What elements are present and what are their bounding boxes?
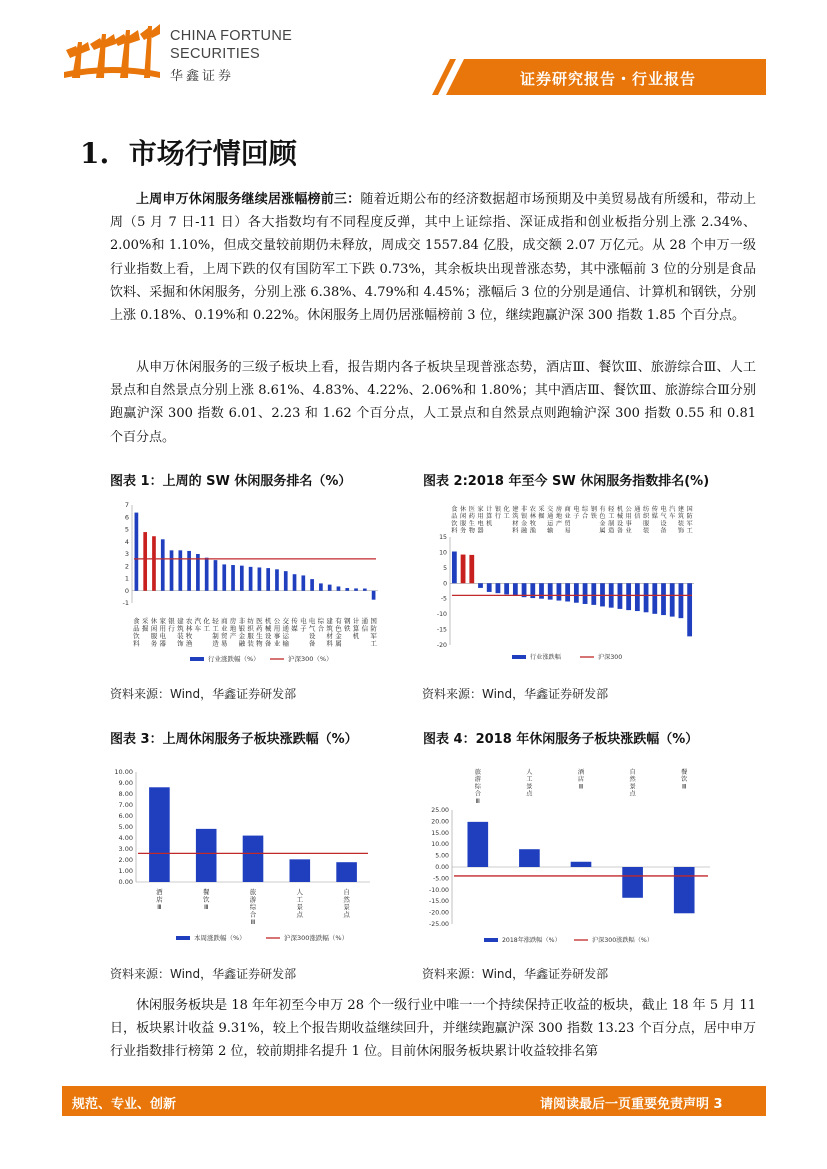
legend-label: 本周涨跌幅（%） — [194, 934, 246, 942]
x-tick-label: 汽车 — [669, 506, 676, 521]
paragraph-1 — [110, 188, 756, 327]
y-tick-label: 1 — [124, 574, 129, 583]
legend-label: 沪深300涨跌幅（%） — [592, 937, 654, 944]
x-tick-label: 综合 — [317, 617, 325, 633]
bar-机械设备 — [266, 568, 270, 591]
y-tick-label: 1.00 — [118, 867, 133, 875]
bar-通信 — [635, 583, 640, 611]
x-tick-label: 化工 — [203, 617, 210, 633]
bar-电子 — [574, 583, 579, 602]
bar-非银金融 — [240, 566, 244, 591]
company-name-en-2: SECURITIES — [170, 46, 261, 62]
bar-公用事业 — [275, 569, 279, 590]
x-tick-label: 旅游综合 Ⅲ — [474, 769, 481, 805]
legend-label: 沪深300 — [598, 654, 623, 661]
y-tick-label: 6.00 — [118, 812, 133, 820]
x-tick-label: 食品饮料 — [133, 617, 140, 648]
figure-2-source: 资料来源：Wind，华鑫证券研发部 — [422, 687, 609, 701]
x-tick-label: 传媒 — [291, 617, 298, 633]
x-tick-label: 餐饮 Ⅲ — [202, 888, 210, 911]
bar-自然景点 — [336, 862, 357, 882]
x-tick-label: 综合 — [581, 506, 589, 521]
x-tick-label: 房地产 — [229, 617, 237, 640]
legend-bar-swatch — [484, 938, 498, 942]
bar-轻工制造 — [214, 560, 218, 591]
y-tick-label: -5 — [440, 595, 447, 603]
bar-公用事业 — [626, 583, 631, 610]
x-tick-label: 人工景点 — [296, 888, 304, 919]
x-tick-label: 采掘 — [141, 617, 149, 633]
chart-fig1 — [110, 495, 385, 670]
y-tick-label: -20 — [436, 642, 447, 649]
x-tick-label: 休闲服务 — [459, 506, 467, 535]
x-tick-label: 计算机 — [486, 506, 493, 528]
bar-国防军工 — [687, 583, 692, 636]
bar-建筑装饰 — [679, 583, 684, 618]
y-tick-label: 2 — [124, 562, 129, 571]
x-tick-label: 电子 — [300, 617, 307, 633]
x-tick-label: 人工景点 — [526, 769, 533, 798]
x-tick-label: 农林牧渔 — [529, 506, 536, 535]
x-tick-label: 公用事业 — [273, 617, 281, 648]
bar-人工景点 — [290, 859, 311, 882]
bar-餐饮Ⅲ — [196, 829, 217, 882]
y-tick-label: -10 — [436, 611, 447, 619]
paragraph-1-lead: 上周申万休闲服务继续居涨幅榜前三： — [136, 192, 361, 207]
x-tick-label: 汽车 — [194, 617, 202, 633]
footer-slogan: 规范、专业、创新 — [72, 1097, 177, 1112]
x-tick-label: 酒店 Ⅲ — [156, 888, 163, 911]
bar-酒店Ⅲ — [149, 787, 170, 882]
bar-酒店Ⅲ — [571, 862, 592, 867]
y-tick-label: 5.00 — [118, 823, 133, 831]
x-tick-label: 钢铁 — [344, 617, 351, 633]
paragraph-1-body: 随着近期公布的经济数据超市场预期及中美贸易战有所缓和，带动上周（5 月 7 日-11 日）各大指数均有不同程度反弹，其中上证综指、深证成指和创业板指分别上涨 2.34%、2.00%和 1.10%，但成交量较前期仍未释放，周成交 1557.84 亿股，成交额 2.07 万亿元。从 28 个申万一级行业指数上看，上周下跌的仅有国防军工下跌 0.73%，其余板块出现普涨态势，其中涨幅前 3 位的分别是食品饮料、采掘和休闲服务，分别上涨 6.38%、4.79%和 4.45%；涨幅后 3 位的分别是通信、计算机和钢铁，分别上涨 0.18%、0.19%和 0.22%。休闲服务上周仍居涨幅榜前 3 位，继续跑赢沪深 300 指数 1.85 个百分点。 — [110, 192, 756, 324]
x-tick-label: 采掘 — [538, 506, 545, 521]
x-tick-label: 旅游综合 Ⅲ — [249, 888, 257, 926]
bar-医药生物 — [258, 567, 262, 590]
x-tick-label: 交通运输 — [547, 506, 554, 535]
bar-银行 — [496, 583, 501, 593]
x-tick-label: 建筑材料 — [512, 506, 519, 535]
bar-交通运输 — [284, 571, 288, 591]
y-tick-label: 6 — [124, 513, 129, 522]
bar-旅游综合Ⅲ — [243, 836, 264, 882]
x-tick-label: 家用电器 — [159, 617, 166, 648]
y-tick-label: 3 — [124, 550, 129, 558]
bar-综合 — [583, 583, 588, 604]
y-tick-label: 5 — [124, 525, 129, 534]
legend-label: 2018年涨跌幅（%） — [502, 937, 561, 944]
y-tick-label: 0 — [124, 586, 129, 595]
x-tick-label: 有色金属 — [335, 617, 342, 648]
legend-label: 沪深300涨跌幅（%） — [284, 934, 349, 942]
x-tick-label: 国防军工 — [686, 506, 693, 535]
figure-2-caption: 图表 2:2018 年至今 SW 休闲服务指数排名(%) — [423, 474, 710, 489]
y-tick-label: 3.00 — [118, 845, 133, 853]
y-tick-label: -20.00 — [429, 909, 449, 917]
bar-建筑装饰 — [178, 550, 182, 590]
y-tick-label: 5 — [443, 564, 447, 572]
legend-label: 沪深300（%） — [288, 655, 333, 663]
x-tick-label: 建筑材料 — [326, 617, 333, 648]
x-tick-label: 机械设备 — [616, 506, 624, 535]
figure-3-source: 资料来源：Wind，华鑫证券研发部 — [110, 967, 297, 981]
bar-纺织服装 — [249, 567, 253, 591]
bar-国防军工 — [372, 591, 376, 600]
chart-fig3 — [110, 762, 390, 947]
y-tick-label: 10.00 — [431, 841, 449, 849]
x-tick-label: 交通运输 — [282, 617, 289, 648]
section-title: 1. 市场行情回顾 — [80, 137, 297, 170]
y-tick-label: 4 — [124, 537, 129, 546]
bar-纺织服装 — [644, 583, 649, 612]
legend-bar-swatch — [176, 936, 190, 940]
x-tick-label: 酒店 Ⅲ — [577, 769, 585, 791]
y-tick-label: 4.00 — [118, 834, 133, 842]
bar-建筑材料 — [513, 583, 518, 595]
x-tick-label: 纺织服装 — [247, 617, 254, 648]
x-tick-label: 商业贸易 — [221, 617, 228, 648]
x-tick-label: 非银金融 — [520, 506, 528, 535]
figure-1-source: 资料来源：Wind，华鑫证券研发部 — [110, 687, 297, 701]
x-tick-label: 电气设备 — [308, 617, 316, 648]
bar-人工景点 — [519, 849, 540, 867]
x-tick-label: 传媒 — [651, 506, 658, 521]
bar-医药生物 — [469, 555, 474, 583]
y-tick-label: -5.00 — [432, 875, 449, 883]
legend-label: 行业涨跌幅 — [530, 654, 561, 661]
bar-通信 — [363, 589, 367, 591]
bar-化工 — [205, 558, 209, 591]
bar-钢铁 — [591, 583, 596, 605]
bar-休闲服务 — [152, 536, 156, 591]
x-tick-label: 公用事业 — [625, 506, 632, 535]
y-tick-label: 10 — [439, 549, 447, 557]
company-name-cn: 华鑫证券 — [170, 69, 235, 84]
y-tick-label: 15 — [439, 534, 447, 541]
x-tick-label: 医药生物 — [256, 617, 263, 648]
x-tick-label: 建筑装饰 — [177, 617, 184, 648]
x-tick-label: 机械设备 — [264, 617, 272, 648]
bar-电气设备 — [661, 583, 666, 615]
logo-mark-icon — [62, 20, 162, 88]
x-tick-label: 钢铁 — [590, 506, 597, 521]
figure-4-caption: 图表 4：2018 年休闲服务子板块涨跌幅（%） — [423, 732, 699, 747]
y-tick-label: 25.00 — [431, 807, 449, 814]
figure-3-caption: 图表 3：上周休闲服务子板块涨跌幅（%） — [110, 732, 358, 747]
x-tick-label: 食品饮料 — [451, 506, 458, 535]
bar-自然景点 — [622, 867, 643, 898]
paragraph-2: 从申万休闲服务的三级子板块上看，报告期内各子板块呈现普涨态势，酒店Ⅲ、餐饮Ⅲ、旅游综合Ⅲ、人工景点和自然景点分别上涨 8.61%、4.83%、4.22%、2.06%和 1.80%；其中酒店Ⅲ、餐饮Ⅲ、旅游综合Ⅲ分别跑赢沪深 300 指数 6.01、2.23 和 1.62 个百分点，人工景点和自然景点则跑输沪深 300 指数 0.55 和 0.81 个百分点。 — [110, 360, 756, 445]
footer-disclaimer: 请阅读最后一页重要免责声明 3 — [540, 1097, 723, 1112]
y-tick-label: -25.00 — [429, 921, 449, 928]
y-tick-label: 8.00 — [118, 790, 133, 798]
bar-电子 — [301, 575, 305, 590]
bar-食品饮料 — [135, 513, 139, 591]
bar-旅游综合Ⅲ — [467, 822, 488, 867]
legend-bar-swatch — [512, 655, 526, 659]
bar-计算机 — [354, 588, 358, 590]
x-tick-label: 商业贸易 — [564, 506, 571, 535]
figure-4-source: 资料来源：Wind，华鑫证券研发部 — [422, 967, 609, 981]
bar-计算机 — [487, 583, 492, 592]
x-tick-label: 非银金融 — [238, 617, 246, 648]
y-tick-label: 2.00 — [118, 856, 133, 864]
x-tick-label: 家用电器 — [477, 506, 484, 535]
x-tick-label: 电气设备 — [660, 506, 667, 535]
bar-房地产 — [557, 583, 562, 600]
bar-建筑材料 — [328, 585, 332, 591]
x-tick-label: 轻工制造 — [212, 617, 219, 648]
bar-食品饮料 — [452, 552, 457, 584]
bar-传媒 — [652, 583, 657, 614]
bar-综合 — [319, 583, 323, 590]
company-name-en-1: CHINA FORTUNE — [170, 28, 293, 44]
bar-交通运输 — [548, 583, 553, 599]
bar-传媒 — [293, 574, 297, 591]
x-tick-label: 国防军工 — [370, 617, 377, 648]
x-tick-label: 自然景点 — [343, 888, 350, 919]
y-tick-label: 5.00 — [435, 852, 449, 860]
chart-fig4 — [420, 762, 710, 947]
y-tick-label: 20.00 — [431, 818, 449, 826]
y-tick-label: 15.00 — [431, 829, 449, 837]
x-tick-label: 自然景点 — [629, 769, 636, 798]
bar-机械设备 — [618, 583, 623, 609]
bar-化工 — [504, 583, 509, 594]
x-tick-label: 银行 — [494, 506, 502, 521]
bar-采掘 — [539, 583, 544, 598]
bar-银行 — [170, 550, 174, 590]
y-tick-label: -15 — [436, 626, 447, 634]
company-logo — [62, 20, 162, 88]
y-tick-label: 7.00 — [118, 801, 133, 809]
bar-采掘 — [143, 532, 147, 591]
bar-钢铁 — [345, 588, 349, 591]
x-tick-label: 通信 — [634, 506, 641, 521]
x-tick-label: 化工 — [503, 506, 510, 521]
bar-商业贸易 — [222, 564, 226, 590]
x-tick-label: 建筑装饰 — [677, 506, 685, 535]
x-tick-label: 有色金属 — [599, 506, 606, 535]
y-tick-label: 0 — [443, 580, 447, 588]
y-tick-label: 0.00 — [435, 864, 449, 871]
bar-家用电器 — [478, 583, 483, 588]
x-tick-label: 通信 — [361, 617, 369, 633]
x-tick-label: 银行 — [168, 617, 175, 633]
y-tick-label: 10.00 — [114, 768, 133, 776]
y-tick-label: 0.00 — [118, 878, 133, 886]
x-tick-label: 房地产 — [555, 506, 563, 528]
bar-有色金属 — [337, 586, 341, 590]
bar-家用电器 — [161, 539, 165, 590]
bar-电气设备 — [310, 579, 314, 591]
bar-房地产 — [231, 565, 235, 591]
bar-商业贸易 — [565, 583, 570, 601]
x-tick-label: 医药生物 — [468, 506, 475, 535]
bar-餐饮Ⅲ — [674, 867, 695, 913]
x-tick-label: 轻工制造 — [608, 506, 615, 535]
y-tick-label: 7 — [124, 501, 129, 509]
figure-1-caption: 图表 1：上周的 SW 休闲服务排名（%） — [110, 474, 352, 489]
y-tick-label: -1 — [122, 599, 129, 607]
bar-汽车 — [670, 583, 675, 616]
x-tick-label: 纺织服装 — [642, 506, 650, 535]
x-tick-label: 农林牧渔 — [185, 617, 193, 648]
y-tick-label: 9.00 — [118, 779, 133, 787]
x-tick-label: 休闲服务 — [150, 617, 158, 648]
paragraph-3: 休闲服务板块是 18 年年初至今申万 28 个一级行业中唯一一个持续保持正收益的板块，截止 18 年 5 月 11 日，板块累计收益 9.31%，较上个报告期收益继续回升，并继续跑赢沪深 300 指数 13.23 个百分点，居中申万行业指数排行榜第 2 位，较前期排名提升 1 位。目前休闲服务板块累计收益较排名第 — [110, 998, 756, 1060]
bar-农林牧渔 — [187, 551, 191, 591]
chart-fig2 — [422, 503, 702, 668]
y-tick-label: -15.00 — [429, 898, 449, 906]
bar-休闲服务 — [461, 555, 466, 584]
report-type-label: 证券研究报告・行业报告 — [520, 70, 697, 88]
x-tick-label: 餐饮 Ⅲ — [681, 769, 688, 791]
x-tick-label: 计算机 — [352, 617, 360, 640]
y-tick-label: -10.00 — [429, 886, 449, 894]
legend-label: 行业涨跌幅（%） — [208, 655, 260, 663]
x-tick-label: 电子 — [573, 506, 580, 521]
legend-bar-swatch — [190, 657, 204, 661]
